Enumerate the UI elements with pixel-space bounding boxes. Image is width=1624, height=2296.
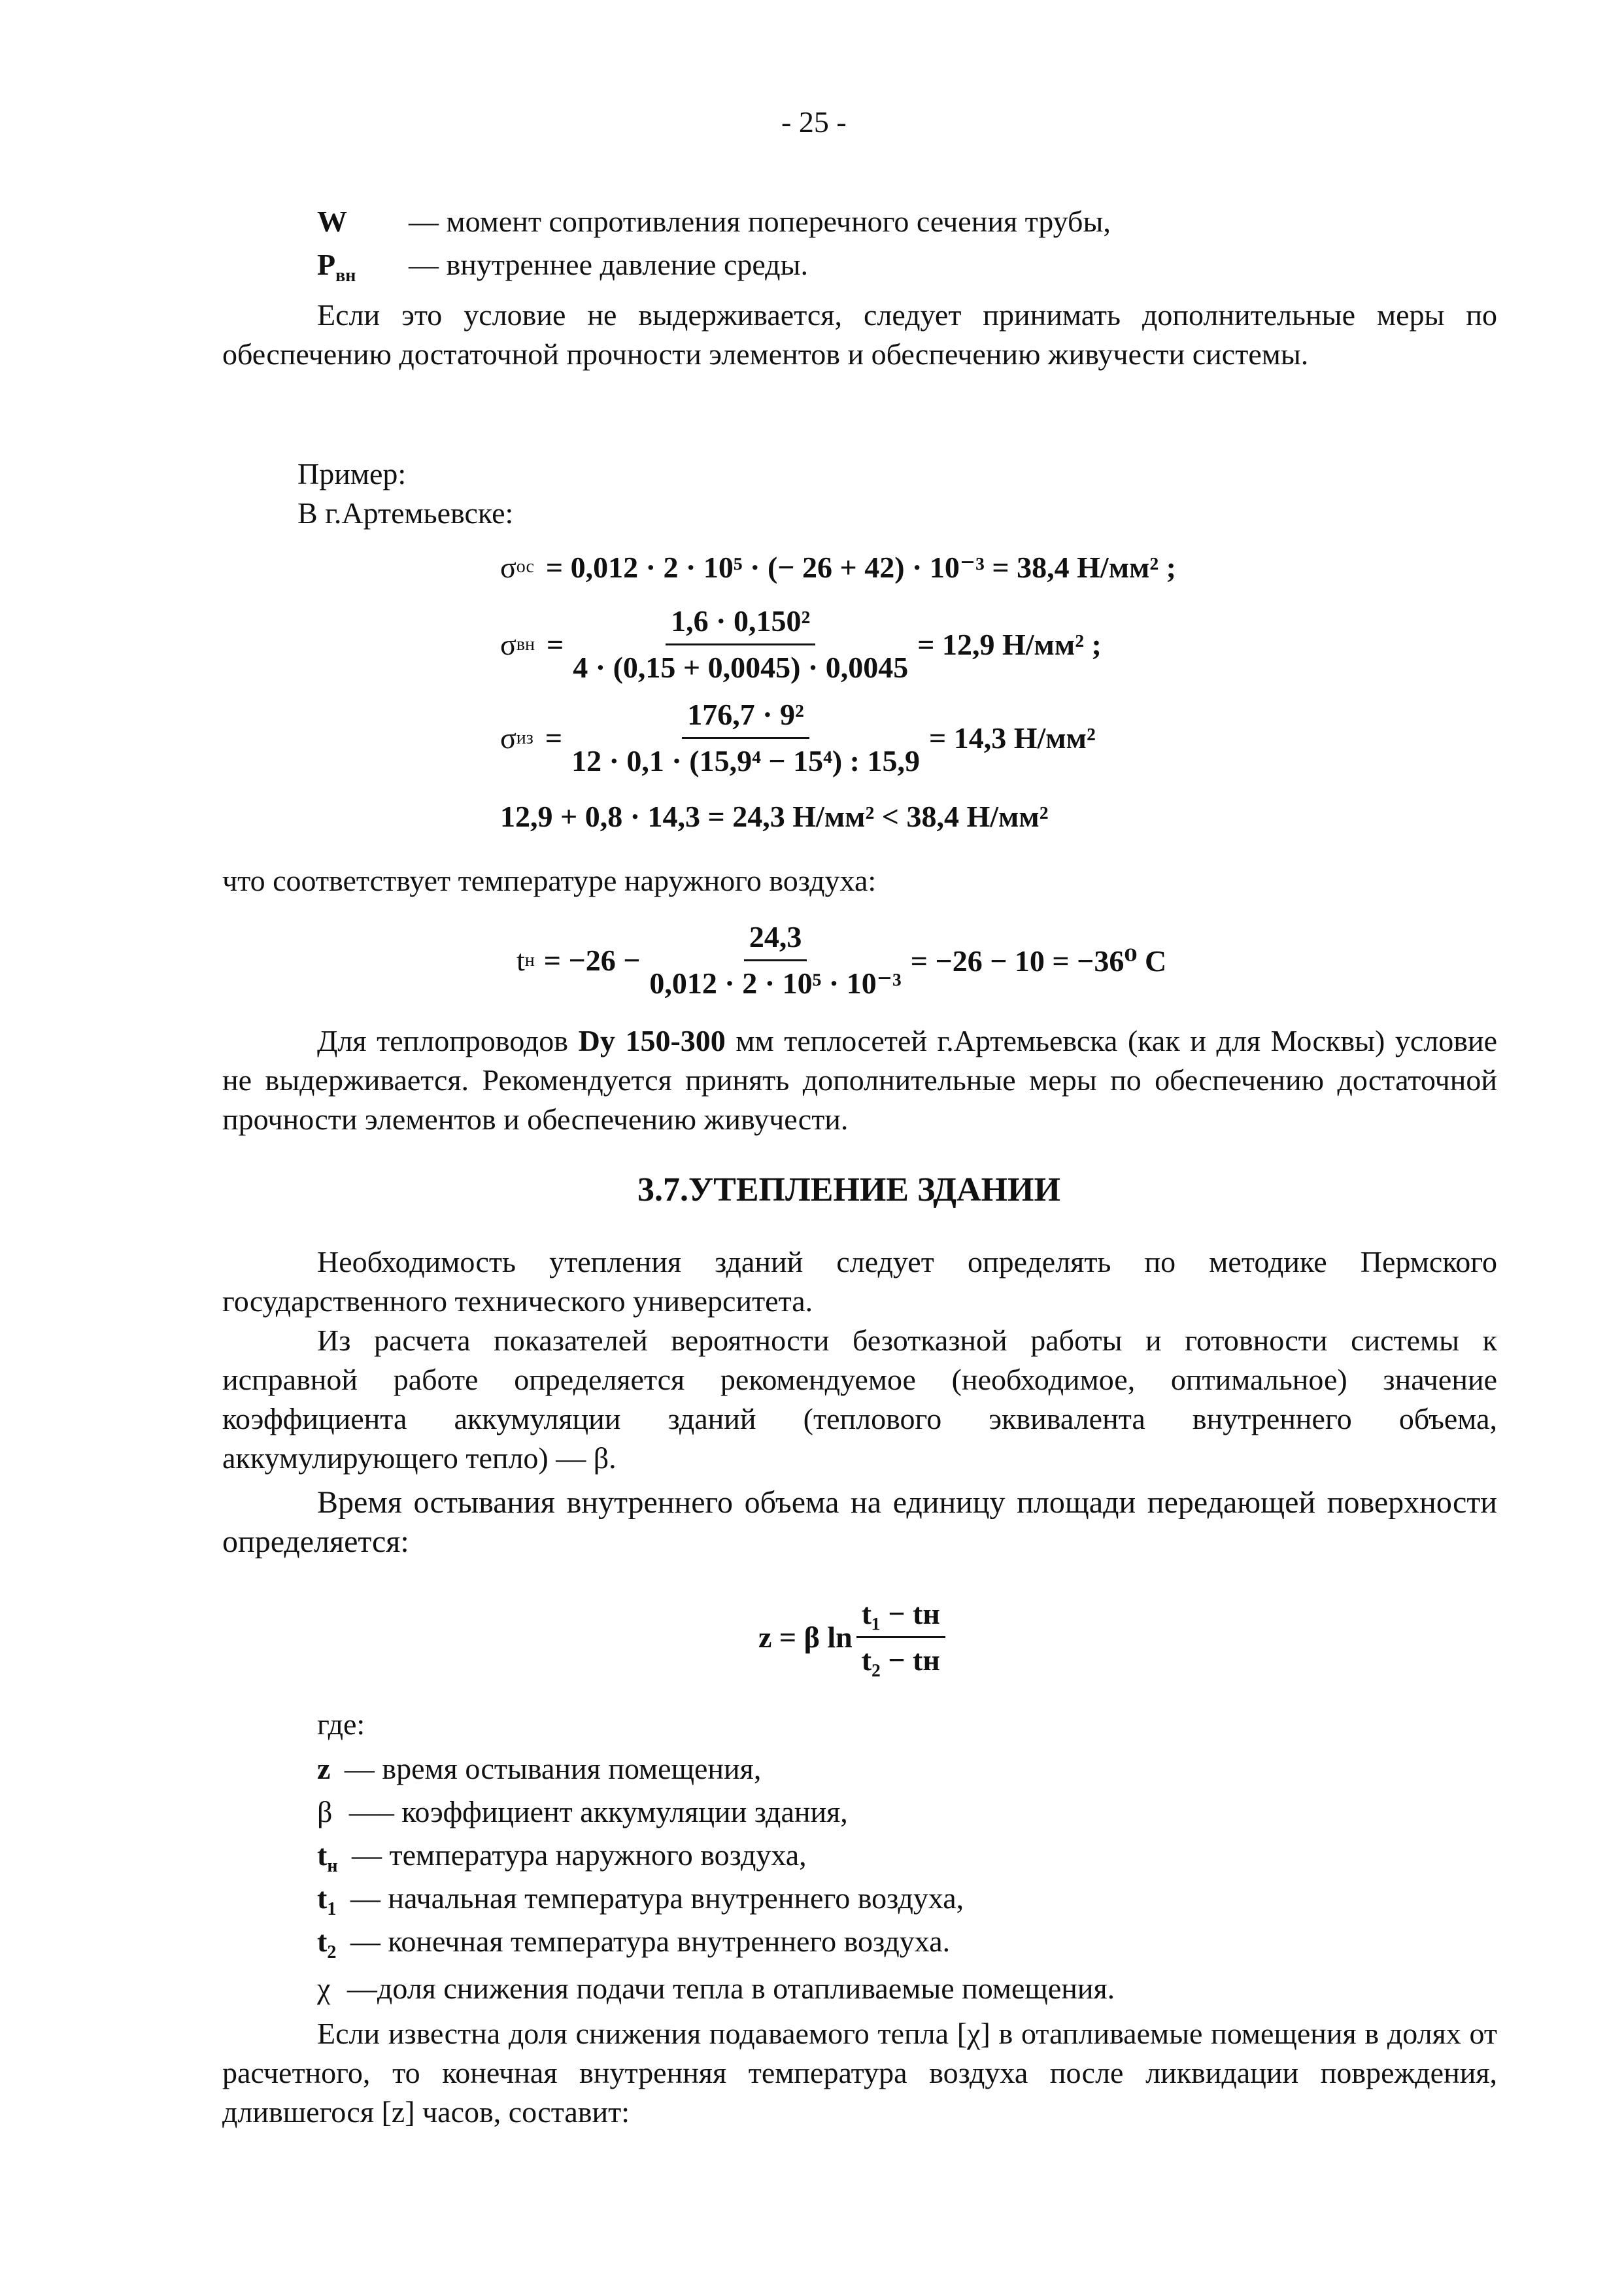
example-city: В г.Артемьевске:	[297, 496, 514, 530]
paragraph-reliability: Из расчета показателей вероятности безотказной работы и готовности системы к исправной работе определяется рекомендуемое (необходимое, оптимальное) значение коэффициента аккумуляции зданий (теплового эквивалента внутреннего объема, аккумулирующего тепло) — β.	[222, 1324, 1497, 1475]
definition-symbol: t	[317, 1925, 328, 1958]
equation-lhs: z = β ln	[758, 1620, 853, 1654]
section-heading: 3.7.УТЕПЛЕНИЕ ЗДАНИИ	[637, 1171, 1060, 1208]
equation-lhs: σ	[500, 628, 516, 661]
definition-item	[317, 1793, 848, 1831]
fraction-denominator: 4 · (0,15 + 0,0045) · 0,0045	[573, 651, 909, 684]
definition-p	[317, 246, 356, 284]
definition-subscript: 2	[327, 1942, 337, 1963]
definition-symbol: P	[317, 248, 336, 281]
definition-item	[317, 1836, 807, 1877]
equation-fraction	[566, 696, 925, 780]
definition-symbol: t	[317, 1881, 328, 1915]
fraction-denominator: 12 · 0,1 · (15,9⁴ − 15⁴) : 15,9	[571, 744, 920, 778]
definition-symbol: β	[317, 1795, 333, 1828]
definition-text: — начальная температура внутреннего воздуха,	[350, 1881, 964, 1915]
paragraph-condition: Если это условие не выдерживается, следует принимать дополнительные меры по обеспечению достаточной прочности элементов и обеспечению живучести системы.	[222, 298, 1497, 371]
example-label: Пример:	[297, 457, 407, 490]
equation-rhs: = 14,3 Н/мм²	[929, 721, 1096, 755]
definition-text: — время остывания помещения,	[344, 1752, 762, 1785]
definition-w-text: — момент сопротивления поперечного сечения трубы,	[409, 205, 1111, 238]
paragraph-pipelines: Для теплопроводов Dу 150-300 мм теплосетей г.Артемьевска (как и для Москвы) условие не выдерживается. Рекомендуется принять дополнительные меры по обеспечению достаточной прочности элементов и обеспечению живучести.	[222, 1024, 1497, 1136]
paragraph-cooling-time: Время остывания внутреннего объема на единицу площади передающей поверхности определяется:	[222, 1485, 1497, 1559]
definition-subscript: н	[327, 1856, 338, 1877]
equation-z	[758, 1596, 949, 1679]
fraction-denominator: t₂ − tн	[861, 1643, 940, 1677]
definition-item	[317, 1879, 964, 1920]
equation-sigma-iz: σ из = $\frac{\text{176,7 · 9²}}{\text{12 · 0,1 · (15,9⁴ − 15⁴) : 15,9}}$ = 14,3 Н/мм²	[500, 696, 1096, 780]
definition-symbol: z	[317, 1752, 331, 1785]
definition-subscript: 1	[327, 1899, 337, 1920]
equation-fraction	[644, 919, 906, 1002]
fraction-numerator: t₁ − tн	[856, 1596, 945, 1638]
fraction-numerator: 1,6 · 0,150²	[666, 603, 815, 645]
definition-text: —– коэффициент аккумуляции здания,	[348, 1795, 848, 1828]
where-label: где:	[317, 1707, 365, 1741]
equation-lhs: t	[516, 944, 525, 977]
fraction-numerator: 176,7 · 9²	[682, 696, 809, 739]
equation-lhs: σ	[500, 721, 516, 755]
fraction-denominator: 0,012 · 2 · 10⁵ · 10⁻³	[649, 967, 902, 1000]
equation-rhs: = −26 − 10 = −36⁰ С	[910, 944, 1167, 978]
definition-subscript: вн	[335, 266, 356, 286]
equation-lhs: σ	[500, 550, 516, 584]
equation-check	[500, 799, 1049, 834]
pipeline-diameter: Dу 150-300	[578, 1024, 726, 1057]
definition-p-text: — внутреннее давление среды.	[409, 248, 808, 281]
equation-sigma-os: σ ос = 0,012 · 2 · 10⁵ · (− 26 + 42) · 10⁻³ = 38,4 Н/мм² ;	[500, 550, 1176, 584]
equation-body: = 0,012 · 2 · 10⁵ · (− 26 + 42) · 10⁻³ = 38,4 Н/мм² ;	[545, 551, 1176, 584]
equation-rhs: = 12,9 Н/мм² ;	[917, 628, 1102, 661]
definition-item	[317, 1750, 761, 1788]
paragraph-insulation: Необходимость утепления зданий следует определять по методике Пермского государственного технического университета.	[222, 1245, 1497, 1318]
definition-symbol: t	[317, 1838, 328, 1872]
equation-pre: = −26 −	[543, 944, 641, 977]
equation-sigma-vn: σ вн = $\frac{\text{1,6 · 0,150²}}{4 \cdot (0,15 + 0,0045) \cdot 0,0045}$ = 12,9 Н/мм² ;	[500, 603, 1102, 686]
equation-fraction	[567, 603, 913, 686]
equation-tn: t н = −26 − $\frac{24,3}{\text{0,012 · 2 · 10⁵ · 10⁻³}}$ = −26 − 10 = −36⁰ С	[516, 919, 1166, 1002]
paragraph-temperature: что соответствует температуре наружного воздуха:	[222, 864, 877, 897]
definition-item	[317, 1970, 1115, 2008]
definition-text: —доля снижения подачи тепла в отапливаемые помещения.	[347, 1972, 1115, 2005]
definition-symbol: χ	[317, 1972, 331, 2005]
definition-symbol: W	[317, 205, 347, 238]
definition-w	[317, 203, 347, 241]
equation-check-text: 12,9 + 0,8 · 14,3 = 24,3 Н/мм² < 38,4 Н/мм²	[500, 800, 1049, 833]
paragraph-final-temperature: Если известна доля снижения подаваемого тепла [χ] в отапливаемые помещения в долях от расчетного, то конечная внутренняя температура воздуха после ликвидации повреждения, длившегося [z] часов, составит:	[222, 2017, 1497, 2129]
page-number: - 25 -	[781, 105, 847, 139]
definition-item	[317, 1923, 950, 1961]
definition-text: — температура наружного воздуха,	[351, 1838, 807, 1872]
definition-text: — конечная температура внутреннего воздуха.	[350, 1925, 951, 1958]
fraction-numerator: 24,3	[744, 919, 807, 961]
equation-fraction	[856, 1596, 945, 1679]
